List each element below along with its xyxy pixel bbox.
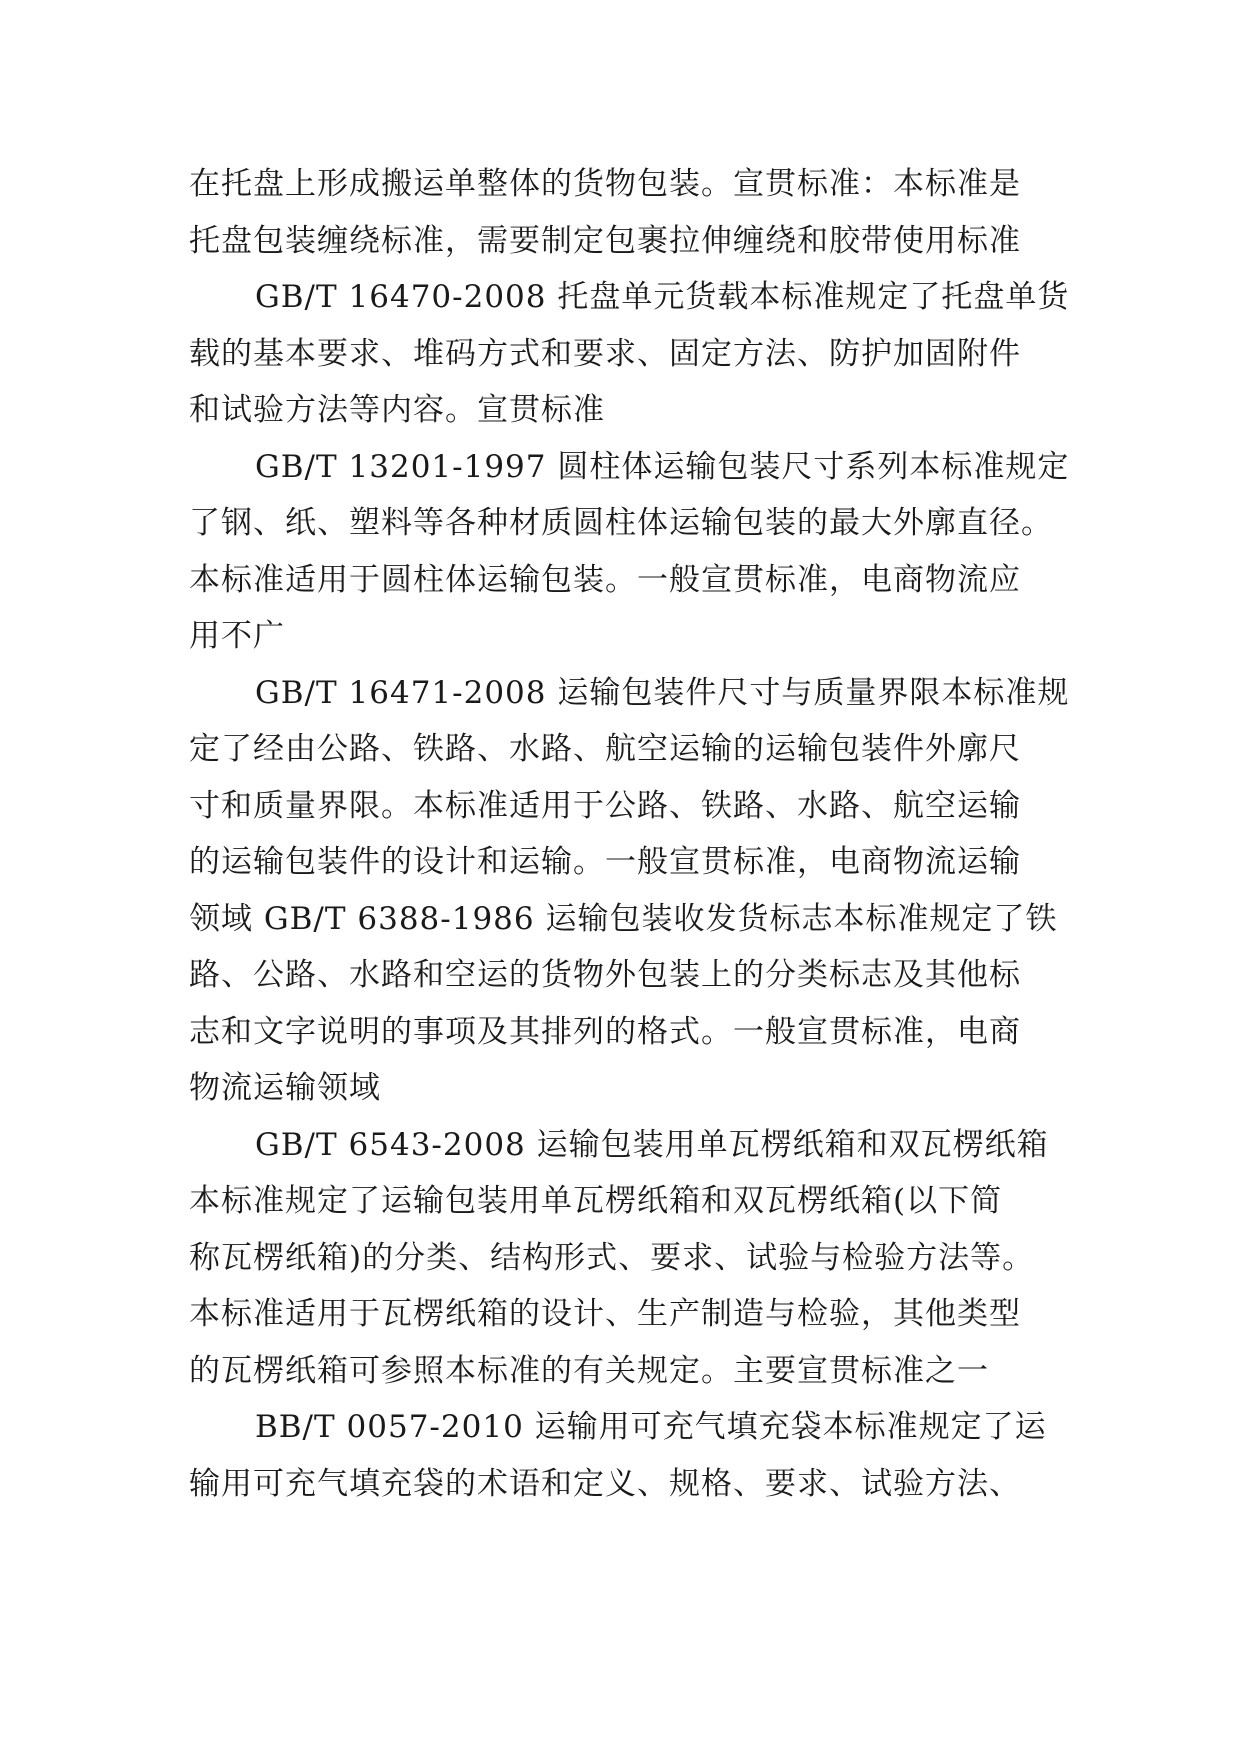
text-line: 载的基本要求、堆码方式和要求、固定方法、防护加固附件 <box>189 335 1021 372</box>
text-line: 寸和质量界限。本标准适用于公路、铁路、水路、航空运输 <box>189 787 1021 824</box>
text-line: 本标准规定了运输包装用单瓦楞纸箱和双瓦楞纸箱(以下简 <box>189 1183 1003 1219</box>
text-line: 志和文字说明的事项及其排列的格式。一般宣贯标准，电商 <box>189 1013 1021 1050</box>
text-line: 本标准适用于瓦楞纸箱的设计、生产制造与检验，其他类型 <box>189 1296 1021 1332</box>
text-line: BB/T 0057-2010 运输用可充气填充袋本标准规定了运 <box>255 1409 1047 1445</box>
body-text <box>189 156 1069 1512</box>
text-line: 输用可充气填充袋的术语和定义、规格、要求、试验方法、 <box>189 1465 1021 1502</box>
text-line: 了钢、纸、塑料等各种材质圆柱体运输包装的最大外廓直径。 <box>189 505 1053 541</box>
text-line: 称瓦楞纸箱)的分类、结构形式、要求、试验与检验方法等。 <box>189 1239 1035 1276</box>
text-line: 和试验方法等内容。宣贯标准 <box>189 392 605 428</box>
text-line: 领域 GB/T 6388-1986 运输包装收发货标志本标准规定了铁 <box>189 900 1058 937</box>
text-line: 物流运输领域 <box>189 1070 381 1106</box>
text-line: 本标准适用于圆柱体运输包装。一般宣贯标准，电商物流应 <box>189 561 1021 598</box>
text-line: 在托盘上形成搬运单整体的货物包装。宣贯标准：本标准是 <box>189 166 1021 202</box>
text-line: 定了经由公路、铁路、水路、航空运输的运输包装件外廓尺 <box>189 731 1021 767</box>
text-line: GB/T 13201-1997 圆柱体运输包装尺寸系列本标准规定 <box>255 448 1070 485</box>
text-line: GB/T 16470-2008 托盘单元货载本标准规定了托盘单货 <box>255 279 1070 315</box>
text-line: 的瓦楞纸箱可参照本标准的有关规定。主要宣贯标准之一 <box>189 1352 989 1389</box>
text-line: GB/T 6543-2008 运输包装用单瓦楞纸箱和双瓦楞纸箱 <box>255 1126 1049 1163</box>
text-line: 的运输包装件的设计和运输。一般宣贯标准，电商物流运输 <box>189 844 1021 880</box>
text-line: 托盘包装缠绕标准，需要制定包裹拉伸缠绕和胶带使用标准 <box>189 222 1021 259</box>
text-line: 用不广 <box>189 618 285 654</box>
text-line: GB/T 16471-2008 运输包装件尺寸与质量界限本标准规 <box>255 674 1070 711</box>
text-line: 路、公路、水路和空运的货物外包装上的分类标志及其他标 <box>189 957 1021 993</box>
